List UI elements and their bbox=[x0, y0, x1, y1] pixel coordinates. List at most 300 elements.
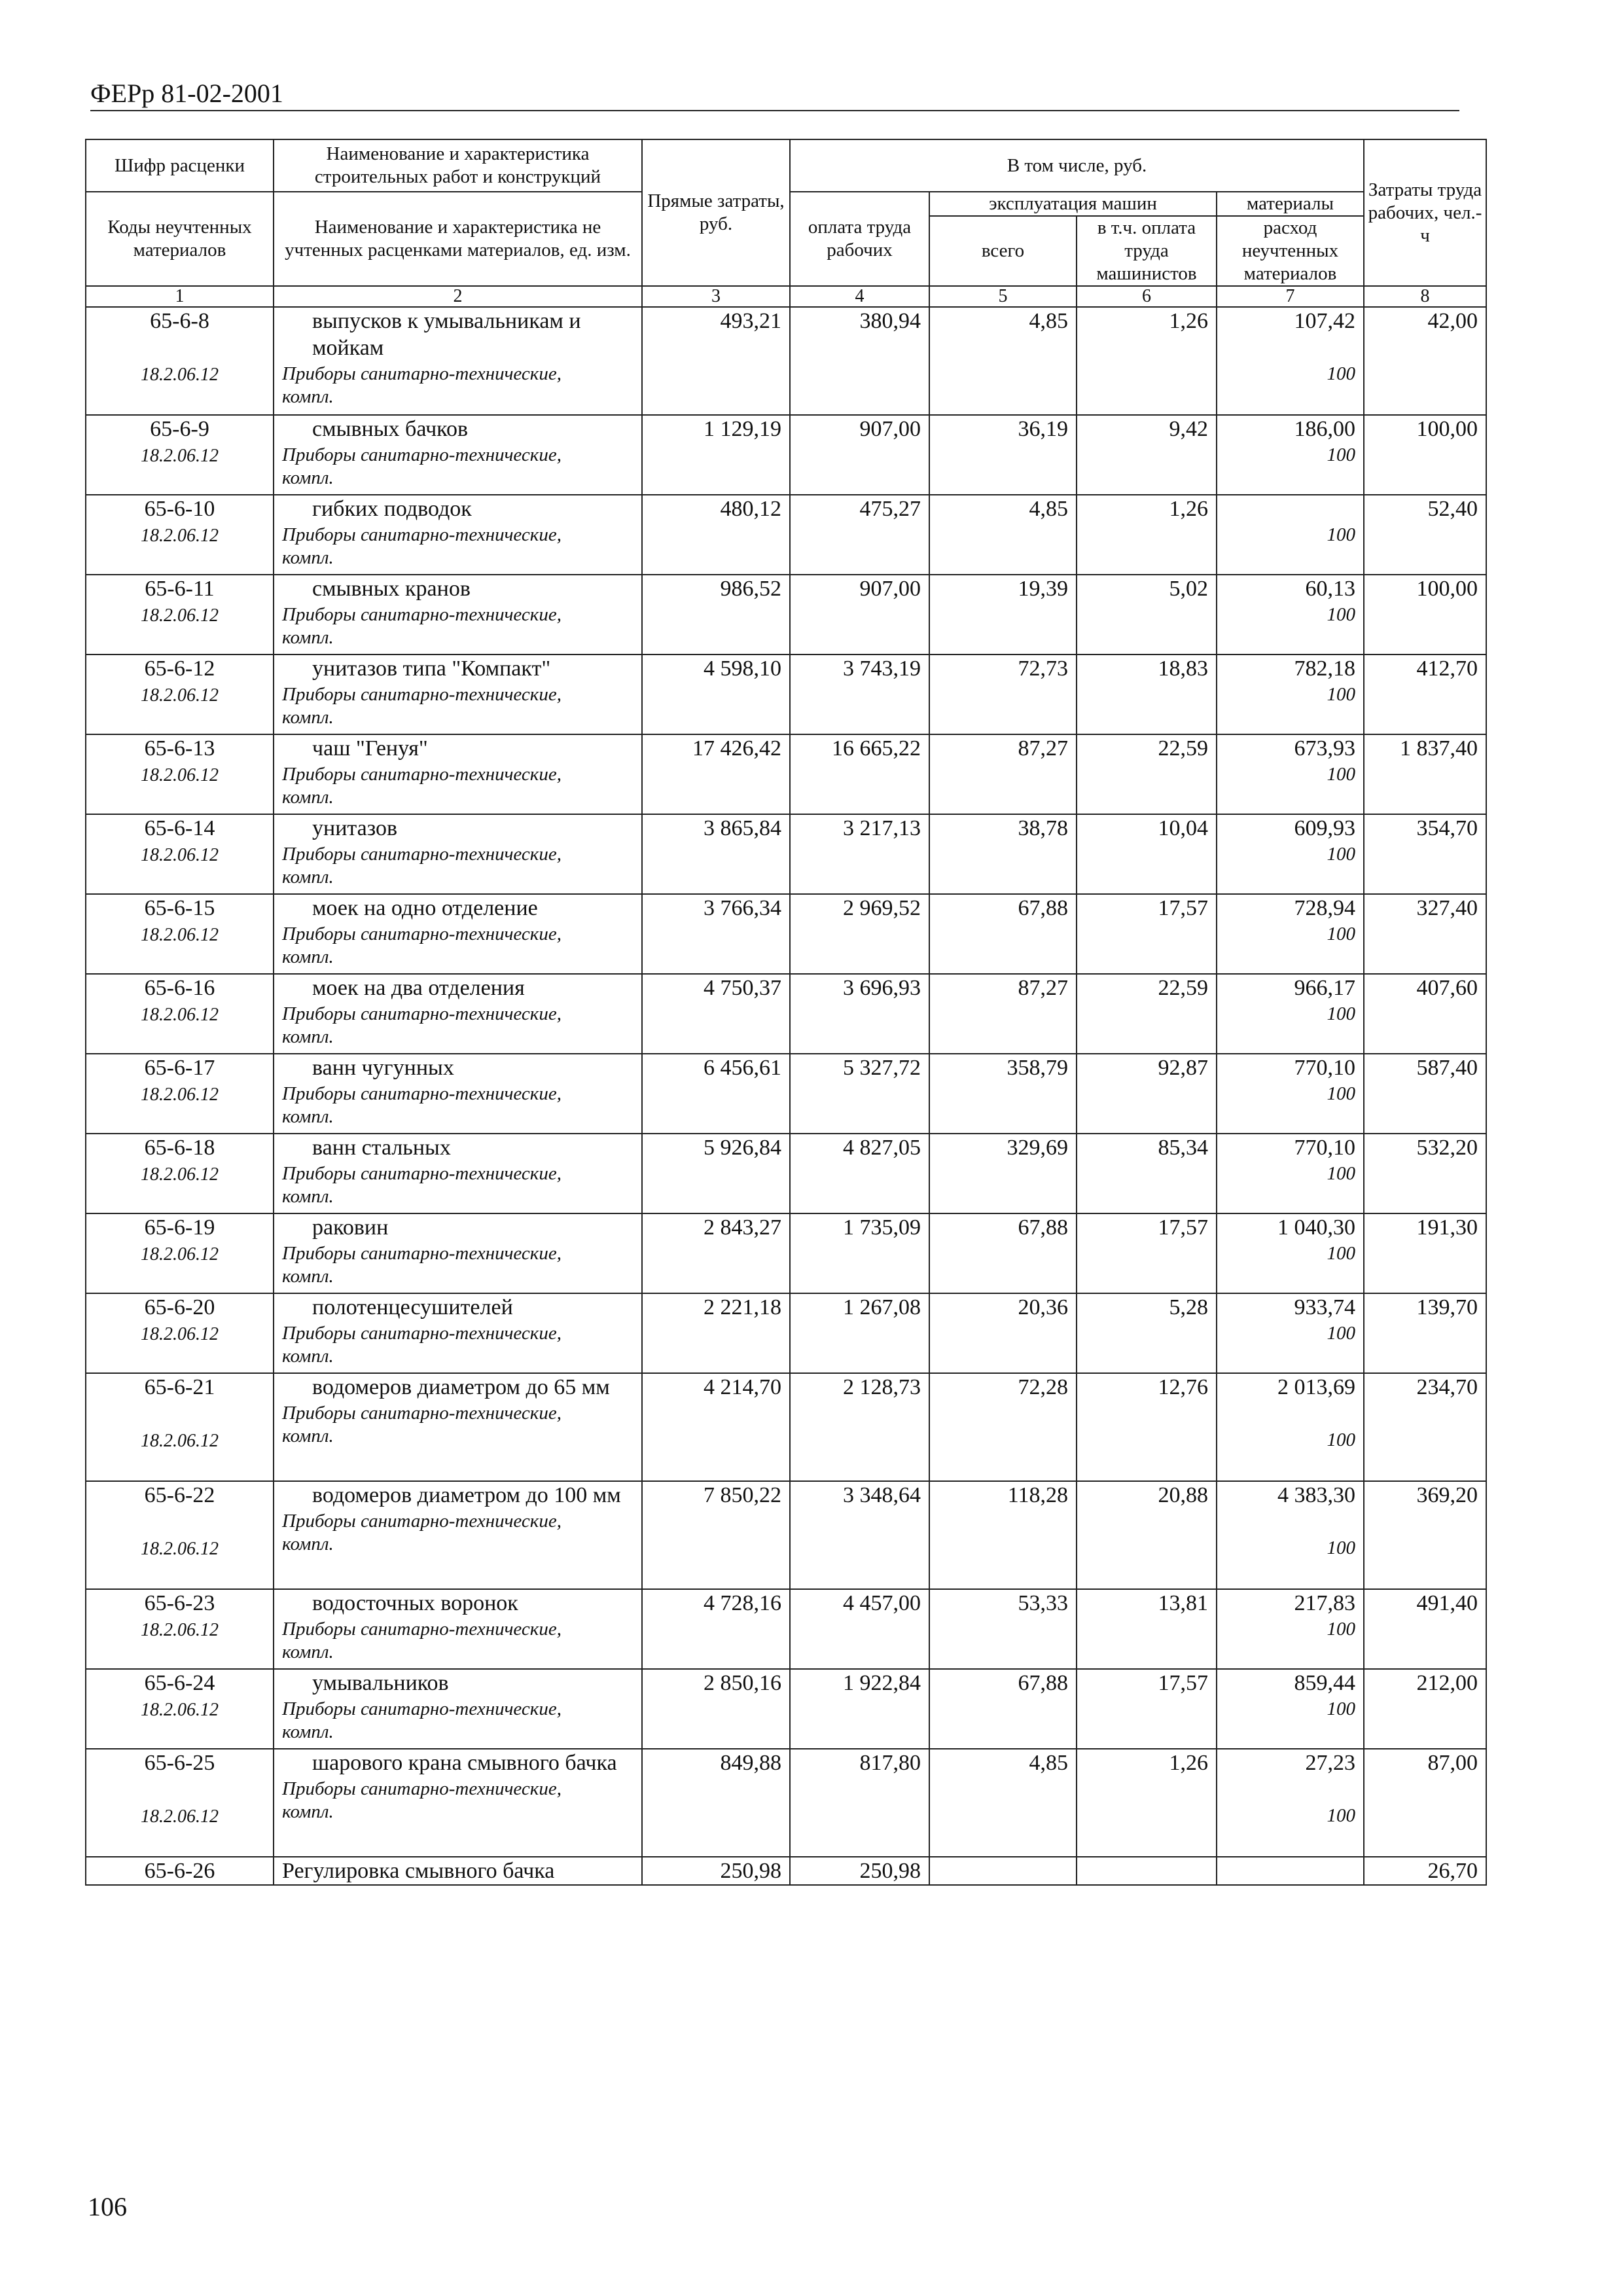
rate-code: 65-6-26 bbox=[86, 1857, 274, 1885]
direct-cost: 7 850,22 bbox=[642, 1481, 790, 1589]
machines-total: 19,39 bbox=[929, 575, 1077, 655]
labor-pay: 1 267,08 bbox=[790, 1293, 929, 1373]
material-code: 18.2.06.12 bbox=[141, 1431, 219, 1451]
material-code: 18.2.06.12 bbox=[141, 605, 219, 626]
labor-pay: 4 827,05 bbox=[790, 1134, 929, 1213]
machines-total: 67,88 bbox=[929, 1669, 1077, 1749]
table-row bbox=[86, 894, 1486, 974]
spacer bbox=[86, 334, 273, 361]
material-name: Приборы санитарно-технические, bbox=[282, 1163, 562, 1184]
direct-cost: 1 129,19 bbox=[642, 415, 790, 495]
material-code: 18.2.06.12 bbox=[141, 1806, 219, 1827]
rate-cell bbox=[86, 1481, 274, 1589]
direct-cost: 4 598,10 bbox=[642, 655, 790, 734]
machines-total: 67,88 bbox=[929, 1213, 1077, 1293]
work-name: шарового крана смывного бачка bbox=[312, 1751, 617, 1775]
labor-hours: 212,00 bbox=[1364, 1669, 1486, 1749]
materials-cost: 728,94 bbox=[1294, 896, 1355, 920]
table-row bbox=[86, 734, 1486, 814]
machines-pay: 10,04 bbox=[1077, 814, 1217, 894]
material-quantity: 100 bbox=[1327, 1323, 1355, 1344]
work-name: умывальников bbox=[312, 1671, 449, 1695]
work-name: полотенцесушителей bbox=[312, 1295, 513, 1319]
materials-cost: 770,10 bbox=[1294, 1056, 1355, 1080]
direct-cost: 849,88 bbox=[642, 1749, 790, 1857]
labor-pay: 3 696,93 bbox=[790, 974, 929, 1054]
table-row bbox=[86, 495, 1486, 575]
rate-cell bbox=[86, 894, 274, 974]
header-name-sub: Наименование и характеристика не учтенных расценками материалов, ед. изм. bbox=[274, 192, 642, 286]
table-row bbox=[86, 1054, 1486, 1134]
labor-hours: 234,70 bbox=[1364, 1373, 1486, 1481]
header-labor-pay: оплата труда рабочих bbox=[790, 192, 929, 286]
materials-cost: 107,42 bbox=[1294, 309, 1355, 333]
table-row bbox=[86, 575, 1486, 655]
labor-pay: 907,00 bbox=[790, 575, 929, 655]
header-direct: Прямые затраты, руб. bbox=[642, 139, 790, 286]
material-name: Приборы санитарно-технические, bbox=[282, 924, 562, 944]
table-row bbox=[86, 974, 1486, 1054]
column-number: 2 bbox=[274, 286, 642, 307]
rate-cell bbox=[86, 415, 274, 495]
material-name: Приборы санитарно-технические, bbox=[282, 1619, 562, 1640]
materials-cost bbox=[1217, 495, 1355, 522]
direct-cost: 493,21 bbox=[642, 307, 790, 415]
material-quantity: 100 bbox=[1327, 764, 1355, 785]
name-cell bbox=[274, 1373, 642, 1481]
material-quantity: 100 bbox=[1327, 1003, 1355, 1024]
name-cell bbox=[274, 894, 642, 974]
rate-code: 65-6-24 bbox=[144, 1671, 215, 1695]
material-name: Приборы санитарно-технические, bbox=[282, 684, 562, 705]
table-row bbox=[86, 1749, 1486, 1857]
machines-total: 72,28 bbox=[929, 1373, 1077, 1481]
material-code: 18.2.06.12 bbox=[141, 526, 219, 546]
column-number: 5 bbox=[929, 286, 1077, 307]
work-name: смывных кранов bbox=[312, 577, 471, 601]
machines-pay: 17,57 bbox=[1077, 894, 1217, 974]
rate-code: 65-6-16 bbox=[144, 976, 215, 1000]
material-quantity: 100 bbox=[1327, 844, 1355, 865]
rate-cell bbox=[86, 1293, 274, 1373]
material-code: 18.2.06.12 bbox=[141, 1085, 219, 1105]
machines-pay: 9,42 bbox=[1077, 415, 1217, 495]
column-number: 8 bbox=[1364, 286, 1486, 307]
rate-cell bbox=[86, 575, 274, 655]
rate-cell bbox=[86, 1669, 274, 1749]
material-code: 18.2.06.12 bbox=[141, 1164, 219, 1185]
materials-cost: 2 013,69 bbox=[1277, 1375, 1355, 1399]
material-name: Приборы санитарно-технические, bbox=[282, 1243, 562, 1264]
material-quantity: 100 bbox=[1327, 604, 1355, 625]
material-unit: компл. bbox=[282, 1721, 334, 1742]
material-name: Приборы санитарно-технические, bbox=[282, 764, 562, 785]
material-unit: компл. bbox=[282, 867, 334, 888]
direct-cost: 3 865,84 bbox=[642, 814, 790, 894]
name-cell bbox=[274, 1054, 642, 1134]
materials-cell bbox=[1217, 1669, 1364, 1749]
page-number: 106 bbox=[88, 2192, 127, 2221]
material-name: Приборы санитарно-технические, bbox=[282, 1511, 562, 1532]
materials-cost: 966,17 bbox=[1294, 976, 1355, 1000]
work-name: ванн стальных bbox=[312, 1136, 451, 1160]
labor-hours: 100,00 bbox=[1364, 575, 1486, 655]
material-unit: компл. bbox=[282, 1266, 334, 1287]
material-code: 18.2.06.12 bbox=[141, 765, 219, 785]
header-code: Шифр расценки bbox=[86, 139, 274, 192]
table-row-last bbox=[86, 1857, 1486, 1885]
rate-code: 65-6-12 bbox=[144, 656, 215, 681]
labor-pay: 16 665,22 bbox=[790, 734, 929, 814]
rate-cell bbox=[86, 1213, 274, 1293]
header-materials: материалы bbox=[1217, 192, 1364, 216]
work-name: ванн чугунных bbox=[312, 1056, 454, 1080]
machines-pay: 17,57 bbox=[1077, 1669, 1217, 1749]
machines-pay: 22,59 bbox=[1077, 734, 1217, 814]
machines-pay: 5,28 bbox=[1077, 1293, 1217, 1373]
rate-cell bbox=[86, 814, 274, 894]
work-name: Регулировка смывного бачка bbox=[274, 1857, 642, 1885]
materials-cost: 1 040,30 bbox=[1277, 1215, 1355, 1240]
table-row bbox=[86, 1669, 1486, 1749]
materials-cell bbox=[1217, 1373, 1364, 1481]
direct-cost: 250,98 bbox=[642, 1857, 790, 1885]
direct-cost: 2 850,16 bbox=[642, 1669, 790, 1749]
material-name: Приборы санитарно-технические, bbox=[282, 524, 562, 545]
rate-code: 65-6-18 bbox=[144, 1136, 215, 1160]
table-row bbox=[86, 655, 1486, 734]
material-unit: компл. bbox=[282, 1106, 334, 1127]
table-row bbox=[86, 814, 1486, 894]
machines-pay: 22,59 bbox=[1077, 974, 1217, 1054]
material-quantity: 100 bbox=[1327, 1619, 1355, 1640]
labor-pay: 2 128,73 bbox=[790, 1373, 929, 1481]
direct-cost: 2 843,27 bbox=[642, 1213, 790, 1293]
document-title: ФЕРр 81-02-2001 bbox=[90, 79, 283, 108]
material-name: Приборы санитарно-технические, bbox=[282, 1323, 562, 1344]
rate-code: 65-6-17 bbox=[144, 1056, 215, 1080]
machines-total: 38,78 bbox=[929, 814, 1077, 894]
machines-pay: 17,57 bbox=[1077, 1213, 1217, 1293]
name-cell bbox=[274, 814, 642, 894]
work-name: смывных бачков bbox=[312, 417, 469, 441]
labor-pay: 5 327,72 bbox=[790, 1054, 929, 1134]
machines-total: 118,28 bbox=[929, 1481, 1077, 1589]
header-including: В том числе, руб. bbox=[790, 139, 1364, 192]
name-cell bbox=[274, 1481, 642, 1589]
rate-code: 65-6-10 bbox=[144, 497, 215, 521]
labor-pay: 3 217,13 bbox=[790, 814, 929, 894]
direct-cost: 5 926,84 bbox=[642, 1134, 790, 1213]
material-quantity: 100 bbox=[1327, 1698, 1355, 1719]
machines-pay: 1,26 bbox=[1077, 1749, 1217, 1857]
table-row bbox=[86, 1134, 1486, 1213]
material-unit: компл. bbox=[282, 707, 334, 728]
machines-pay: 1,26 bbox=[1077, 495, 1217, 575]
table-row bbox=[86, 415, 1486, 495]
material-quantity: 100 bbox=[1327, 1083, 1355, 1104]
material-unit: компл. bbox=[282, 1346, 334, 1367]
material-code: 18.2.06.12 bbox=[141, 1700, 219, 1720]
material-quantity: 100 bbox=[1327, 924, 1355, 944]
spacer bbox=[1217, 1776, 1355, 1803]
rate-cell bbox=[86, 1373, 274, 1481]
spacer bbox=[1217, 334, 1355, 361]
spacer bbox=[1217, 1509, 1355, 1535]
machines-total: 20,36 bbox=[929, 1293, 1077, 1373]
labor-hours: 532,20 bbox=[1364, 1134, 1486, 1213]
work-name: чаш "Генуя" bbox=[312, 736, 428, 761]
name-cell bbox=[274, 974, 642, 1054]
materials-cell bbox=[1217, 894, 1364, 974]
material-name: Приборы санитарно-технические, bbox=[282, 363, 562, 384]
labor-pay: 250,98 bbox=[790, 1857, 929, 1885]
header-materials-sub: расход неучтенных материалов bbox=[1217, 216, 1364, 286]
materials-cell bbox=[1217, 734, 1364, 814]
machines-pay: 20,88 bbox=[1077, 1481, 1217, 1589]
direct-cost: 4 750,37 bbox=[642, 974, 790, 1054]
rate-code: 65-6-14 bbox=[144, 816, 215, 840]
work-name: водосточных воронок bbox=[312, 1591, 518, 1615]
material-code: 18.2.06.12 bbox=[141, 1539, 219, 1559]
material-unit: компл. bbox=[282, 1801, 334, 1822]
labor-hours: 100,00 bbox=[1364, 415, 1486, 495]
materials-cell bbox=[1217, 415, 1364, 495]
work-name: унитазов bbox=[312, 816, 398, 840]
materials-cost: 27,23 bbox=[1305, 1751, 1355, 1775]
machines-total: 4,85 bbox=[929, 495, 1077, 575]
work-name: выпусков к умывальникам и мойкам bbox=[312, 309, 581, 360]
direct-cost: 3 766,34 bbox=[642, 894, 790, 974]
material-code: 18.2.06.12 bbox=[141, 685, 219, 706]
materials-cell bbox=[1217, 575, 1364, 655]
table-row bbox=[86, 1481, 1486, 1589]
column-number: 3 bbox=[642, 286, 790, 307]
name-cell bbox=[274, 575, 642, 655]
rate-code: 65-6-11 bbox=[145, 577, 215, 601]
material-name: Приборы санитарно-технические, bbox=[282, 1003, 562, 1024]
material-unit: компл. bbox=[282, 1534, 334, 1554]
material-unit: компл. bbox=[282, 547, 334, 568]
rate-cell bbox=[86, 495, 274, 575]
name-cell bbox=[274, 1669, 642, 1749]
name-cell bbox=[274, 1213, 642, 1293]
rate-cell bbox=[86, 974, 274, 1054]
table-row bbox=[86, 1589, 1486, 1669]
name-cell bbox=[274, 1749, 642, 1857]
header-machines-total: всего bbox=[929, 216, 1077, 286]
name-cell bbox=[274, 495, 642, 575]
machines-total: 67,88 bbox=[929, 894, 1077, 974]
name-cell bbox=[274, 1293, 642, 1373]
machines-total: 87,27 bbox=[929, 734, 1077, 814]
material-code: 18.2.06.12 bbox=[141, 365, 219, 385]
machines-pay: 5,02 bbox=[1077, 575, 1217, 655]
material-code: 18.2.06.12 bbox=[141, 1244, 219, 1265]
machines-total: 4,85 bbox=[929, 1749, 1077, 1857]
machines-pay: 1,26 bbox=[1077, 307, 1217, 415]
materials-cost: 933,74 bbox=[1294, 1295, 1355, 1319]
material-quantity: 100 bbox=[1327, 1805, 1355, 1826]
material-code: 18.2.06.12 bbox=[141, 1005, 219, 1025]
column-numbers-row bbox=[86, 286, 1486, 307]
materials-cell bbox=[1217, 1589, 1364, 1669]
work-name: унитазов типа "Компакт" bbox=[312, 656, 551, 681]
labor-hours: 139,70 bbox=[1364, 1293, 1486, 1373]
material-quantity: 100 bbox=[1327, 524, 1355, 545]
table-row bbox=[86, 1213, 1486, 1293]
direct-cost: 17 426,42 bbox=[642, 734, 790, 814]
material-name: Приборы санитарно-технические, bbox=[282, 844, 562, 865]
materials-cell bbox=[1217, 1054, 1364, 1134]
header-code-sub: Коды неучтенных материалов bbox=[86, 192, 274, 286]
machines-pay: 92,87 bbox=[1077, 1054, 1217, 1134]
machines-total: 329,69 bbox=[929, 1134, 1077, 1213]
material-name: Приборы санитарно-технические, bbox=[282, 1778, 562, 1799]
labor-pay: 475,27 bbox=[790, 495, 929, 575]
header-name: Наименование и характеристика строительных работ и конструкций bbox=[274, 139, 642, 192]
labor-hours: 412,70 bbox=[1364, 655, 1486, 734]
document-header bbox=[90, 77, 1459, 111]
machines-total: 36,19 bbox=[929, 415, 1077, 495]
machines-pay: 85,34 bbox=[1077, 1134, 1217, 1213]
rates-table bbox=[85, 139, 1487, 1886]
materials-cell bbox=[1217, 974, 1364, 1054]
spacer bbox=[86, 1509, 273, 1535]
material-quantity: 100 bbox=[1327, 1163, 1355, 1184]
name-cell bbox=[274, 655, 642, 734]
rate-code: 65-6-23 bbox=[144, 1591, 215, 1615]
work-name: водомеров диаметром до 100 мм bbox=[312, 1483, 621, 1507]
work-name: раковин bbox=[312, 1215, 389, 1240]
machines-total: 358,79 bbox=[929, 1054, 1077, 1134]
labor-hours: 52,40 bbox=[1364, 495, 1486, 575]
materials-cell bbox=[1217, 1293, 1364, 1373]
machines-total: 53,33 bbox=[929, 1589, 1077, 1669]
material-quantity: 100 bbox=[1327, 684, 1355, 705]
labor-pay: 3 348,64 bbox=[790, 1481, 929, 1589]
materials-cell bbox=[1217, 1213, 1364, 1293]
material-code: 18.2.06.12 bbox=[141, 1620, 219, 1640]
rate-code: 65-6-25 bbox=[144, 1751, 215, 1775]
rate-code: 65-6-15 bbox=[144, 896, 215, 920]
labor-pay: 380,94 bbox=[790, 307, 929, 415]
header-machines: эксплуатация машин bbox=[929, 192, 1217, 216]
column-number: 6 bbox=[1077, 286, 1217, 307]
materials-cell bbox=[1217, 307, 1364, 415]
direct-cost: 2 221,18 bbox=[642, 1293, 790, 1373]
labor-hours: 407,60 bbox=[1364, 974, 1486, 1054]
direct-cost: 4 728,16 bbox=[642, 1589, 790, 1669]
labor-hours: 327,40 bbox=[1364, 894, 1486, 974]
labor-pay: 2 969,52 bbox=[790, 894, 929, 974]
rate-cell bbox=[86, 734, 274, 814]
table-header bbox=[86, 139, 1486, 307]
rate-cell bbox=[86, 1749, 274, 1857]
labor-pay: 4 457,00 bbox=[790, 1589, 929, 1669]
work-name: моек на два отделения bbox=[312, 976, 525, 1000]
machines-pay bbox=[1077, 1857, 1217, 1885]
rate-code: 65-6-20 bbox=[144, 1295, 215, 1319]
material-unit: компл. bbox=[282, 1426, 334, 1446]
material-quantity: 100 bbox=[1327, 363, 1355, 384]
table-row bbox=[86, 1373, 1486, 1481]
work-name: моек на одно отделение bbox=[312, 896, 538, 920]
material-unit: компл. bbox=[282, 1641, 334, 1662]
name-cell bbox=[274, 734, 642, 814]
machines-pay: 18,83 bbox=[1077, 655, 1217, 734]
materials-cell bbox=[1217, 1749, 1364, 1857]
rate-cell bbox=[86, 1054, 274, 1134]
material-unit: компл. bbox=[282, 467, 334, 488]
material-code: 18.2.06.12 bbox=[141, 845, 219, 865]
material-code: 18.2.06.12 bbox=[141, 925, 219, 945]
materials-cost: 186,00 bbox=[1294, 417, 1355, 441]
material-quantity: 100 bbox=[1327, 1537, 1355, 1558]
work-name: гибких подводок bbox=[312, 497, 472, 521]
work-name: водомеров диаметром до 65 мм bbox=[312, 1375, 610, 1399]
header-labor: Затраты труда рабочих, чел.-ч bbox=[1364, 139, 1486, 286]
material-unit: компл. bbox=[282, 1186, 334, 1207]
labor-hours: 42,00 bbox=[1364, 307, 1486, 415]
rate-cell bbox=[86, 1589, 274, 1669]
rate-cell bbox=[86, 1134, 274, 1213]
labor-hours: 369,20 bbox=[1364, 1481, 1486, 1589]
materials-cell bbox=[1217, 814, 1364, 894]
material-unit: компл. bbox=[282, 386, 334, 407]
name-cell bbox=[274, 1134, 642, 1213]
machines-total: 4,85 bbox=[929, 307, 1077, 415]
rate-code: 65-6-22 bbox=[144, 1483, 215, 1507]
labor-pay: 907,00 bbox=[790, 415, 929, 495]
labor-hours: 26,70 bbox=[1364, 1857, 1486, 1885]
labor-hours: 587,40 bbox=[1364, 1054, 1486, 1134]
machines-total bbox=[929, 1857, 1077, 1885]
direct-cost: 986,52 bbox=[642, 575, 790, 655]
labor-pay: 817,80 bbox=[790, 1749, 929, 1857]
direct-cost: 6 456,61 bbox=[642, 1054, 790, 1134]
machines-pay: 13,81 bbox=[1077, 1589, 1217, 1669]
material-name: Приборы санитарно-технические, bbox=[282, 604, 562, 625]
material-name: Приборы санитарно-технические, bbox=[282, 1083, 562, 1104]
materials-cost: 673,93 bbox=[1294, 736, 1355, 761]
materials-cost: 782,18 bbox=[1294, 656, 1355, 681]
spacer bbox=[1217, 1401, 1355, 1427]
table-body bbox=[86, 307, 1486, 1885]
materials-cost: 4 383,30 bbox=[1277, 1483, 1355, 1507]
material-unit: компл. bbox=[282, 946, 334, 967]
direct-cost: 480,12 bbox=[642, 495, 790, 575]
rate-code: 65-6-9 bbox=[150, 417, 209, 441]
name-cell bbox=[274, 307, 642, 415]
labor-hours: 87,00 bbox=[1364, 1749, 1486, 1857]
materials-cell bbox=[1217, 1134, 1364, 1213]
rate-cell bbox=[86, 655, 274, 734]
column-number: 1 bbox=[86, 286, 274, 307]
machines-total: 87,27 bbox=[929, 974, 1077, 1054]
direct-cost: 4 214,70 bbox=[642, 1373, 790, 1481]
labor-pay: 1 735,09 bbox=[790, 1213, 929, 1293]
rate-code: 65-6-13 bbox=[144, 736, 215, 761]
material-code: 18.2.06.12 bbox=[141, 446, 219, 466]
machines-total: 72,73 bbox=[929, 655, 1077, 734]
material-quantity: 100 bbox=[1327, 1429, 1355, 1450]
materials-cell bbox=[1217, 655, 1364, 734]
material-name: Приборы санитарно-технические, bbox=[282, 444, 562, 465]
labor-pay: 3 743,19 bbox=[790, 655, 929, 734]
materials-cost: 60,13 bbox=[1305, 577, 1355, 601]
labor-hours: 1 837,40 bbox=[1364, 734, 1486, 814]
